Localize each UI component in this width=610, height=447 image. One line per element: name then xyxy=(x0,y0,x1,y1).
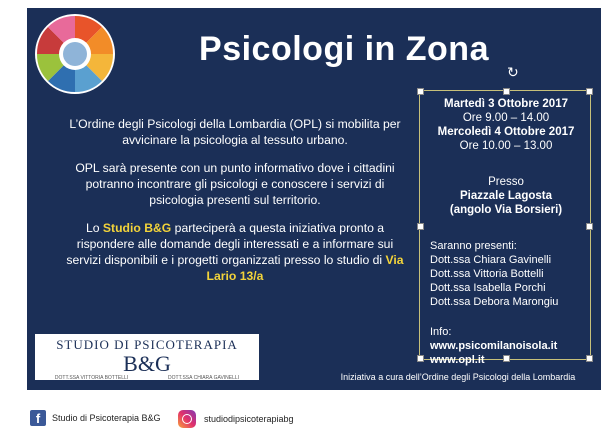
event-time-2: Ore 10.00 – 13.00 xyxy=(459,140,553,152)
website-link[interactable]: www.psicomilanoisola.it xyxy=(430,340,558,352)
website-link[interactable]: www.opl.it xyxy=(430,354,485,366)
flyer-title: Psicologi in Zona xyxy=(199,30,489,68)
instagram-label: studiodipsicoterapiabg xyxy=(204,414,294,424)
facebook-icon: f xyxy=(30,410,46,426)
person-item: Dott.ssa Chiara Gavinelli xyxy=(430,254,552,266)
rotate-handle-icon[interactable]: ↻ xyxy=(507,64,519,80)
resize-handle[interactable] xyxy=(586,88,593,95)
studio-logo-left: DOTT.SSA VITTORIA BOTTELLI xyxy=(54,375,129,381)
facebook-label: Studio di Psicoterapia B&G xyxy=(52,413,161,423)
flyer-body xyxy=(65,116,405,296)
facebook-link[interactable] xyxy=(30,410,161,426)
presenti-label: Saranno presenti: xyxy=(430,240,517,252)
presso-label: Presso xyxy=(488,176,524,188)
person-item: Dott.ssa Vittoria Bottelli xyxy=(430,268,544,280)
event-date-2: Mercoledì 4 Ottobre 2017 xyxy=(437,126,575,138)
resize-handle[interactable] xyxy=(417,88,424,95)
studio-logo-line2: B&G xyxy=(123,351,171,376)
person-item: Dott.ssa Debora Marongiu xyxy=(430,296,559,308)
footer-note: Iniziativa a cura dell’Ordine degli Psicologi della Lombardia xyxy=(340,372,576,382)
instagram-icon xyxy=(178,410,196,428)
resize-handle[interactable] xyxy=(417,223,424,230)
studio-logo-right: DOTT.SSA CHIARA GAVINELLI xyxy=(168,375,240,381)
event-dates xyxy=(420,97,592,153)
person-item: Dott.ssa Isabella Porchi xyxy=(430,282,546,294)
event-textbox[interactable] xyxy=(419,90,591,366)
event-date-1: Martedì 3 Ottobre 2017 xyxy=(444,98,568,110)
paragraph-2: OPL sarà presente con un punto informativo dove i cittadini potranno incontrare gli psicologi e conoscere i servizi di psicologia presenti sul territorio. xyxy=(75,161,395,207)
p3-middle: parteciperà a questa iniziativa pronto a rispondere alle domande degli interessati e a informare sui servizi disponibili e i progetti organizzati presso lo studio di xyxy=(66,221,394,267)
flyer xyxy=(27,8,601,390)
paragraph-1: L’Ordine degli Psicologi della Lombardia (OPL) si mobilita per avvicinare la psicologia al tessuto urbano. xyxy=(69,117,401,147)
resize-handle[interactable] xyxy=(417,355,424,362)
place-name: Piazzale Lagosta xyxy=(459,190,553,202)
presenti-list xyxy=(430,239,590,309)
paragraph-3 xyxy=(65,220,405,284)
instagram-link[interactable] xyxy=(178,410,294,428)
resize-handle[interactable] xyxy=(586,223,593,230)
place-detail: (angolo Via Borsieri) xyxy=(449,204,563,216)
event-time-1: Ore 9.00 – 14.00 xyxy=(462,112,550,124)
studio-address: Via Lario 13/a xyxy=(206,253,404,283)
p3-prefix: Lo xyxy=(85,221,103,235)
studio-logo-line1: STUDIO DI PSICOTERAPIA xyxy=(56,337,238,352)
info-block xyxy=(430,325,590,367)
event-location xyxy=(420,175,592,217)
resize-handle[interactable] xyxy=(503,88,510,95)
info-label: Info: xyxy=(430,326,452,338)
studio-name: Studio B&G xyxy=(102,221,172,235)
studio-logo xyxy=(35,334,259,380)
